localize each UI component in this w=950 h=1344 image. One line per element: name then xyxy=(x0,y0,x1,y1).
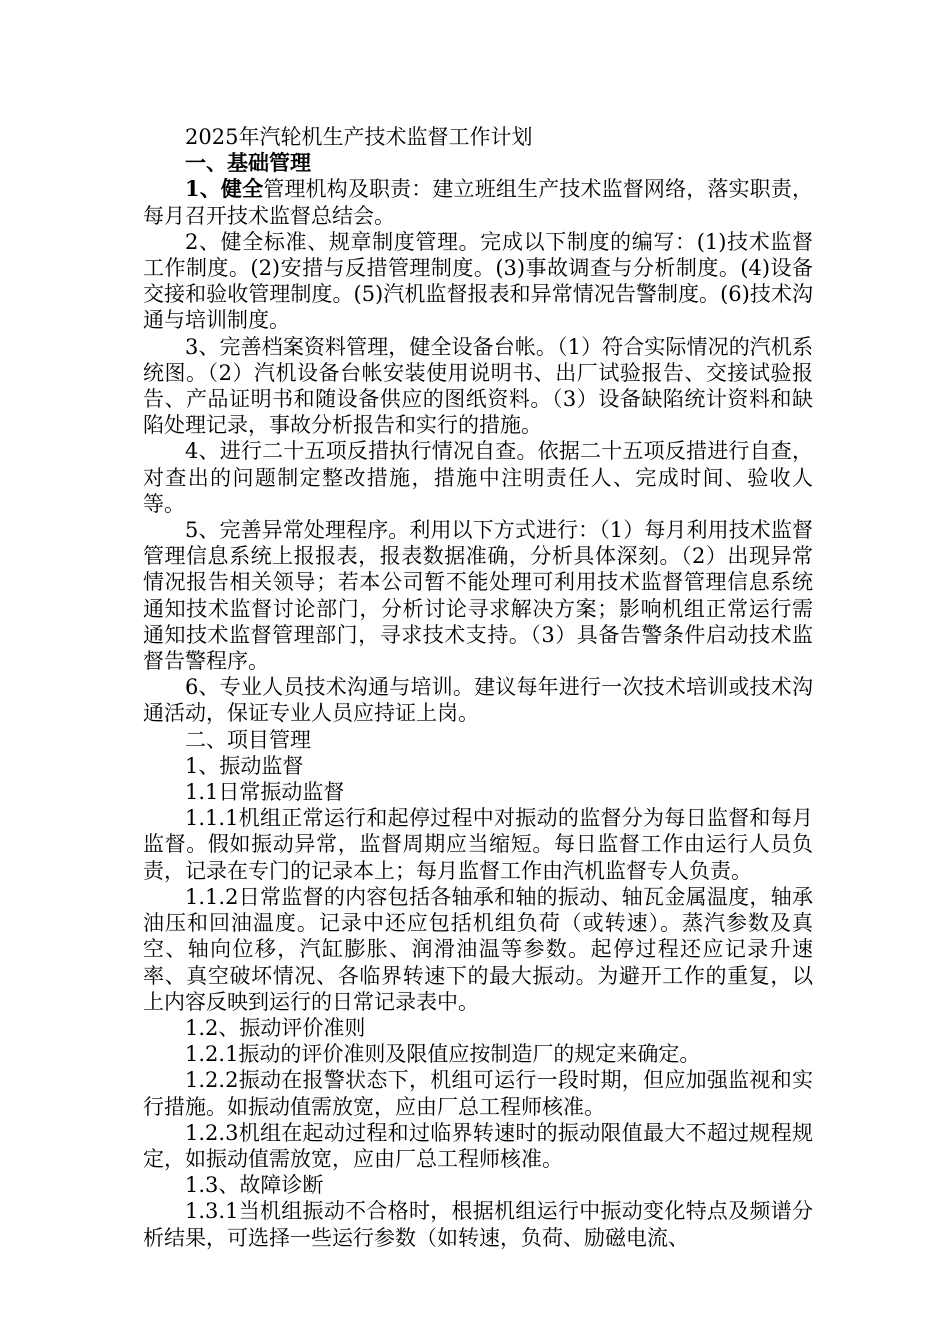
subsection-vibration-criteria: 1.2、振动评价准则 xyxy=(185,1015,366,1040)
paragraph-management-organization xyxy=(143,176,813,228)
subsection-daily-vibration: 1.1日常振动监督 xyxy=(185,780,345,805)
paragraph-1-1-2: 1.1.2日常监督的内容包括各轴承和轴的振动、轴瓦金属温度，轴承油压和回油温度。记录中还应包括机组负荷（或转速）。蒸汽参数及真空、轴向位移，汽缸膨胀、润滑油温等参数。起停过程还应记录升速率、真空破坏情况、各临界转速下的最大振动。为避开工作的重复，以上内容反映到运行的日常记录表中。 xyxy=(143,884,813,1014)
document-page xyxy=(143,124,813,1251)
paragraph-anti-accident-check: 4、进行二十五项反措执行情况自查。依据二十五项反措进行自查，对查出的问题制定整改措施，措施中注明责任人、完成时间、验收人等。 xyxy=(143,439,813,516)
paragraph-body: 管理机构及职责：建立班组生产技术监督网络，落实职责，每月召开技术监督总结会。 xyxy=(143,177,813,228)
paragraph-1-2-1: 1.2.1振动的评价准则及限值应按制造厂的规定来确定。 xyxy=(185,1042,701,1067)
section-heading-project-management: 二、项目管理 xyxy=(185,727,311,752)
paragraph-training: 6、专业人员技术沟通与培训。建议每年进行一次技术培训或技术沟通活动，保证专业人员应持证上岗。 xyxy=(143,675,813,726)
paragraph-lead: 1、健全 xyxy=(185,176,264,202)
paragraph-1-2-3: 1.2.3机组在起动过程和过临界转速时的振动限值最大不超过规程规定，如振动值需放宽，应由厂总工程师核准。 xyxy=(143,1120,813,1171)
subsection-fault-diagnosis: 1.3、故障诊断 xyxy=(185,1173,324,1198)
section-heading-basic-management: 一、基础管理 xyxy=(185,150,311,176)
paragraph-1-3-1: 1.3.1当机组振动不合格时，根据机组运行中振动变化特点及频谱分析结果，可选择一些运行参数（如转速，负荷、励磁电流、 xyxy=(143,1199,813,1250)
subsection-vibration-supervision: 1、振动监督 xyxy=(185,753,304,778)
paragraph-standards-rules: 2、健全标准、规章制度管理。完成以下制度的编写：(1)技术监督工作制度。(2)安措与反措管理制度。(3)事故调查与分析制度。(4)设备交接和验收管理制度。(5)汽机监督报表和异常情况告警制度。(6)技术沟通与培训制度。 xyxy=(143,229,813,333)
paragraph-archive-records: 3、完善档案资料管理，健全设备台帐。（1）符合实际情况的汽机系统图。（2）汽机设备台帐安装使用说明书、出厂试验报告、交接试验报告、产品证明书和随设备供应的图纸资料。（3）设备缺陷统计资料和缺陷处理记录，事故分析报告和实行的措施。 xyxy=(143,334,813,438)
paragraph-abnormal-handling: 5、完善异常处理程序。利用以下方式进行：（1）每月利用技术监督管理信息系统上报报表，报表数据准确，分析具体深刻。（2）出现异常情况报告相关领导；若本公司暂不能处理可利用技术监督管理信息系统通知技术监督讨论部门，分析讨论寻求解决方案；影响机组正常运行需通知技术监督管理部门，寻求技术支持。（3）具备告警条件启动技术监督告警程序。 xyxy=(143,518,813,674)
paragraph-1-2-2: 1.2.2振动在报警状态下，机组可运行一段时期，但应加强监视和实行措施。如振动值需放宽，应由厂总工程师核准。 xyxy=(143,1068,813,1119)
document-title: 2025年汽轮机生产技术监督工作计划 xyxy=(185,125,533,149)
paragraph-1-1-1: 1.1.1机组正常运行和起停过程中对振动的监督分为每日监督和每月监督。假如振动异常，监督周期应当缩短。每日监督工作由运行人员负责，记录在专门的记录本上；每月监督工作由汽机监督专人负责。 xyxy=(143,806,813,883)
